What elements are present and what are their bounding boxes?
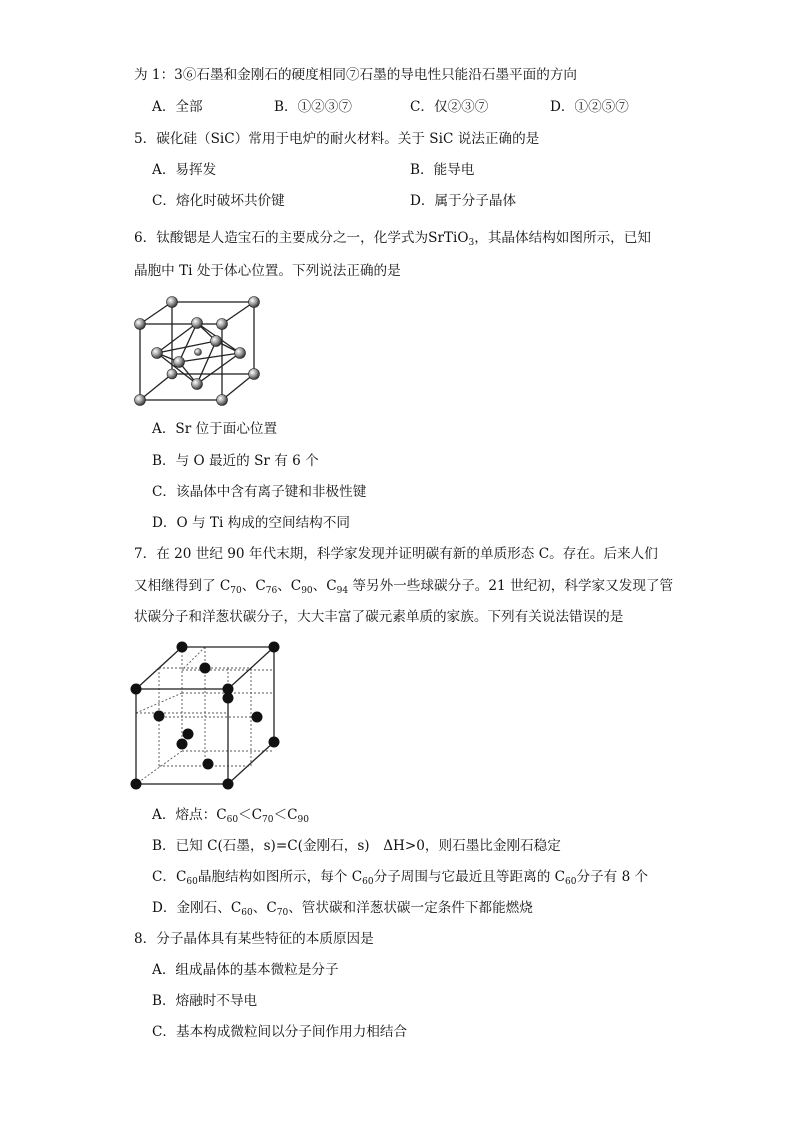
c60-fcc-unit-cell-diagram xyxy=(130,638,290,793)
q5-option-a[interactable]: A．易挥发 xyxy=(152,162,217,178)
q6-formula: SrTiO$_3$ xyxy=(428,230,475,248)
q8-option-b[interactable]: B．熔融时不导电 xyxy=(152,993,258,1009)
q6-option-a[interactable]: A．Sr 位于面心位置 xyxy=(152,421,278,437)
q4-option-b[interactable]: B．①②③⑦ xyxy=(274,99,352,115)
q8-option-a[interactable]: A．组成晶体的基本微粒是分子 xyxy=(152,962,339,978)
q6-option-d[interactable]: D．O 与 Ti 构成的空间结构不同 xyxy=(152,515,350,531)
q7-option-a[interactable]: A．熔点：$C_{60}<C_{70}<C_{90}$ xyxy=(152,807,309,825)
q8-stem: 8．分子晶体具有某些特征的本质原因是 xyxy=(134,931,374,947)
q7-stem-line3: 状碳分子和洋葱状碳分子，大大丰富了碳元素单质的家族。下列有关说法错误的是 xyxy=(134,609,624,625)
q7-stem-line2: 又相继得到了 $C_{70}$、$C_{76}$、$C_{90}$、$C_{94}$ 等另外一些球碳分子。21 世纪初，科学家又发现了管 xyxy=(134,578,674,596)
q7-option-c[interactable]: C．$C_{60}$晶胞结构如图所示，每个 $C_{60}$分子周围与它最近且等距离的 $C_{60}$分子有 8 个 xyxy=(152,869,649,887)
q6-stem-line2: 晶胞中 Ti 处于体心位置。下列说法正确的是 xyxy=(134,263,401,279)
q4-option-a[interactable]: A．全部 xyxy=(152,99,203,115)
q6-option-c[interactable]: C．该晶体中含有离子键和非极性键 xyxy=(152,484,367,500)
q6-stem-line1: 6．钛酸锶是人造宝石的主要成分之一，化学式为SrTiO$_3$，其晶体结构如图所示，已知 xyxy=(134,230,651,248)
q4-option-d[interactable]: D．①②⑤⑦ xyxy=(550,99,629,115)
q5-option-b[interactable]: B．能导电 xyxy=(410,162,475,178)
q4-option-c[interactable]: C．仅②③⑦ xyxy=(410,99,489,115)
q5-option-d[interactable]: D．属于分子晶体 xyxy=(410,193,517,209)
q7-option-b[interactable]: B．已知 C(石墨，s)=C(金刚石，s) ΔH>0，则石墨比金刚石稳定 xyxy=(152,838,561,854)
q5-stem: 5．碳化硅（SiC）常用于电炉的耐火材料。关于 SiC 说法正确的是 xyxy=(134,131,540,147)
q7-stem-line1: 7．在 20 世纪 90 年代末期，科学家发现并证明碳有新的单质形态 C。存在。后来人们 xyxy=(134,546,658,562)
q8-option-c[interactable]: C．基本构成微粒间以分子间作用力相结合 xyxy=(152,1024,408,1040)
q5-option-c[interactable]: C．熔化时破坏共价键 xyxy=(152,193,285,209)
q7-option-d[interactable]: D．金刚石、$C_{60}$、$C_{70}$、管状碳和洋葱状碳一定条件下都能燃烧 xyxy=(152,900,533,918)
q6-option-b[interactable]: B．与 O 最近的 Sr 有 6 个 xyxy=(152,453,319,469)
q4-stem-tail: 为 1：3⑥石墨和金刚石的硬度相同⑦石墨的导电性只能沿石墨平面的方向 xyxy=(134,67,578,83)
srtio3-unit-cell-diagram xyxy=(128,290,268,410)
